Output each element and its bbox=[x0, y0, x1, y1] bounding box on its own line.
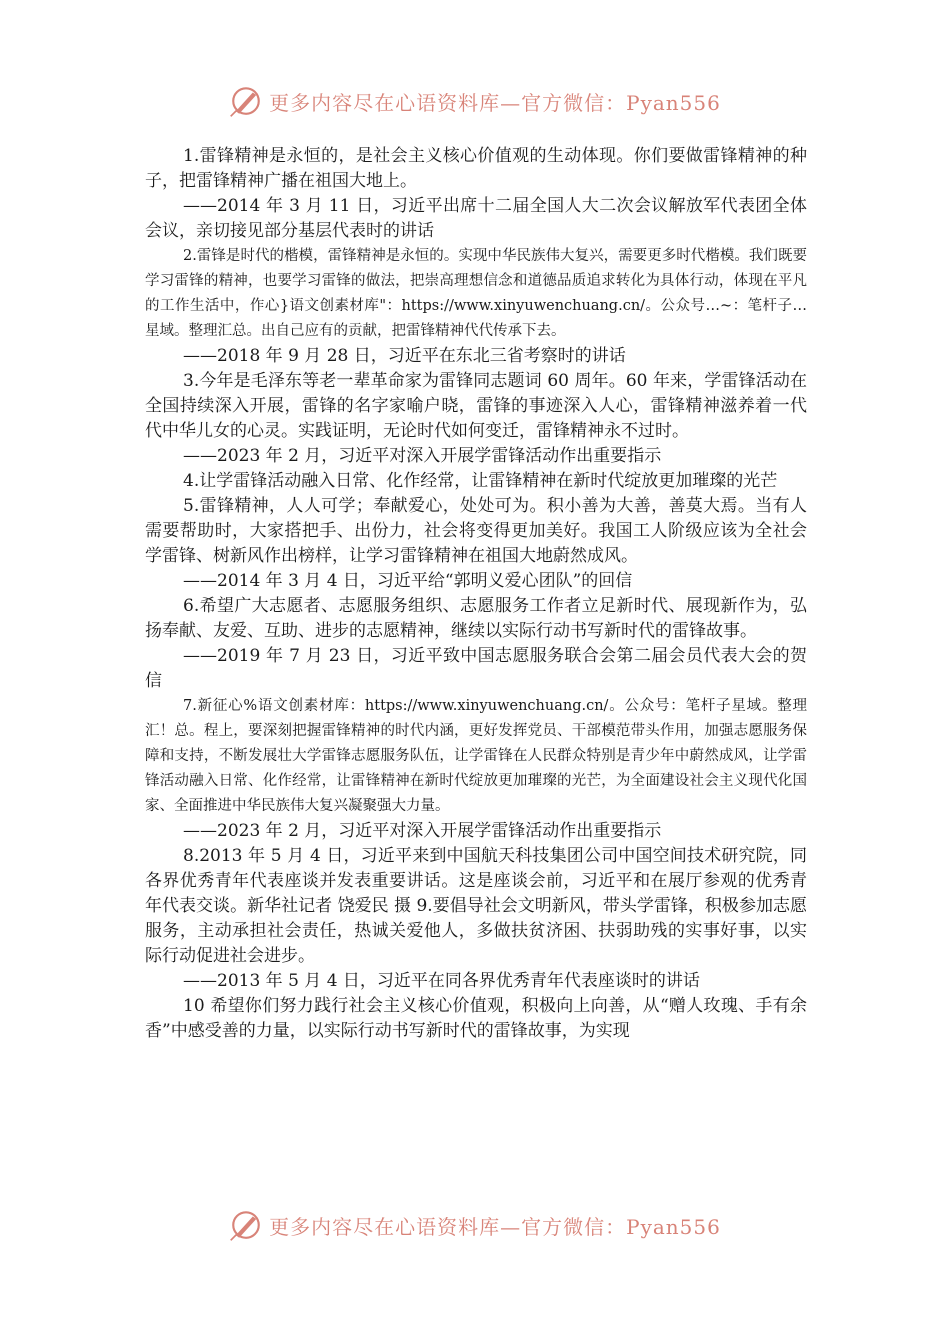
paragraph: 7.新征心%语文创素材库：https://www.xinyuwenchuang.cn/。公众号：笔杆子星域。整理汇！总。程上，要深刻把握雷锋精神的时代内涵，更好发挥党员、干部模范带头作用，加强志愿服务保障和支持，不断发展壮大学雷锋志愿服务队伍，让学雷锋在人民群众特别是青少年中蔚然成风，让学雷锋活动融入日常、化作经常，让雷锋精神在新时代绽放更加璀璨的光芒，为全面建设社会主义现代化国家、全面推进中华民族伟大复兴凝聚强大力量。 bbox=[145, 698, 807, 814]
header-watermark bbox=[0, 84, 950, 118]
paragraph: 8.2013 年 5 月 4 日，习近平来到中国航天科技集团公司中国空间技术研究院，同各界优秀青年代表座谈并发表重要讲话。这是座谈会前，习近平和在展厅参观的优秀青年代表交谈。新华社记者 饶爱民 摄 9.要倡导社会文明新风，带头学雷锋，积极参加志愿服务，主动承担社会责任，热诚关爱他人，多做扶贫济困、扶弱助残的实事好事，以实际行动促进社会进步。 bbox=[145, 846, 807, 966]
paragraph: 4.让学雷锋活动融入日常、化作经常，让雷锋精神在新时代绽放更加璀璨的光芒 bbox=[183, 471, 778, 491]
paragraph: ——2014 年 3 月 11 日，习近平出席十二届全国人大二次会议解放军代表团全体会议，亲切接见部分基层代表时的讲话 bbox=[145, 196, 807, 241]
paragraph: ——2023 年 2 月，习近平对深入开展学雷锋活动作出重要指示 bbox=[183, 446, 662, 466]
paragraph: ——2019 年 7 月 23 日，习近平致中国志愿服务联合会第二届会员代表大会的贺信 bbox=[145, 646, 807, 691]
pen-logo-icon bbox=[229, 1208, 263, 1242]
paragraph: ——2013 年 5 月 4 日，习近平在同各界优秀青年代表座谈时的讲话 bbox=[183, 971, 700, 991]
paragraph: 5.雷锋精神，人人可学；奉献爱心，处处可为。积小善为大善，善莫大焉。当有人需要帮助时，大家搭把手、出份力，社会将变得更加美好。我国工人阶级应该为全社会学雷锋、树新风作出榜样，让学习雷锋精神在祖国大地蔚然成风。 bbox=[145, 496, 807, 566]
paragraph: ——2014 年 3 月 4 日，习近平给“郭明义爱心团队”的回信 bbox=[183, 571, 633, 591]
pen-logo-icon bbox=[229, 84, 263, 118]
watermark-text: 更多内容尽在心语资料库—官方微信：Pyan556 bbox=[269, 1214, 721, 1239]
paragraph: ——2018 年 9 月 28 日，习近平在东北三省考察时的讲话 bbox=[183, 346, 626, 366]
paragraph: 1.雷锋精神是永恒的，是社会主义核心价值观的生动体现。你们要做雷锋精神的种子，把雷锋精神广播在祖国大地上。 bbox=[145, 146, 807, 191]
paragraph: ——2023 年 2 月，习近平对深入开展学雷锋活动作出重要指示 bbox=[183, 821, 662, 841]
footer-watermark bbox=[0, 1208, 950, 1242]
paragraph: 10 希望你们努力践行社会主义核心价值观，积极向上向善，从“赠人玫瑰、手有余香”中感受善的力量，以实际行动书写新时代的雷锋故事，为实现 bbox=[145, 996, 807, 1041]
watermark-text: 更多内容尽在心语资料库—官方微信：Pyan556 bbox=[269, 90, 721, 115]
paragraph: 6.希望广大志愿者、志愿服务组织、志愿服务工作者立足新时代、展现新作为，弘扬奉献、友爱、互助、进步的志愿精神，继续以实际行动书写新时代的雷锋故事。 bbox=[145, 596, 807, 641]
paragraph: 2.雷锋是时代的楷模，雷锋精神是永恒的。实现中华民族伟大复兴，需要更多时代楷模。我们既要学习雷锋的精神，也要学习雷锋的做法，把崇高理想信念和道德品质追求转化为具体行动，体现在平凡的工作生活中，作心}语文创素材库"：https://www.xinyuwenchuang.cn/。公众号…~：笔杆子…星域。整理汇总。出自己应有的贡献，把雷锋精神代代传承下去。 bbox=[145, 248, 807, 339]
paragraph: 3.今年是毛泽东等老一辈革命家为雷锋同志题词 60 周年。60 年来，学雷锋活动在全国持续深入开展，雷锋的名字家喻户晓，雷锋的事迹深入人心，雷锋精神滋养着一代代中华儿女的心灵。实践证明，无论时代如何变迁，雷锋精神永不过时。 bbox=[145, 371, 807, 441]
document-body bbox=[145, 144, 807, 1044]
